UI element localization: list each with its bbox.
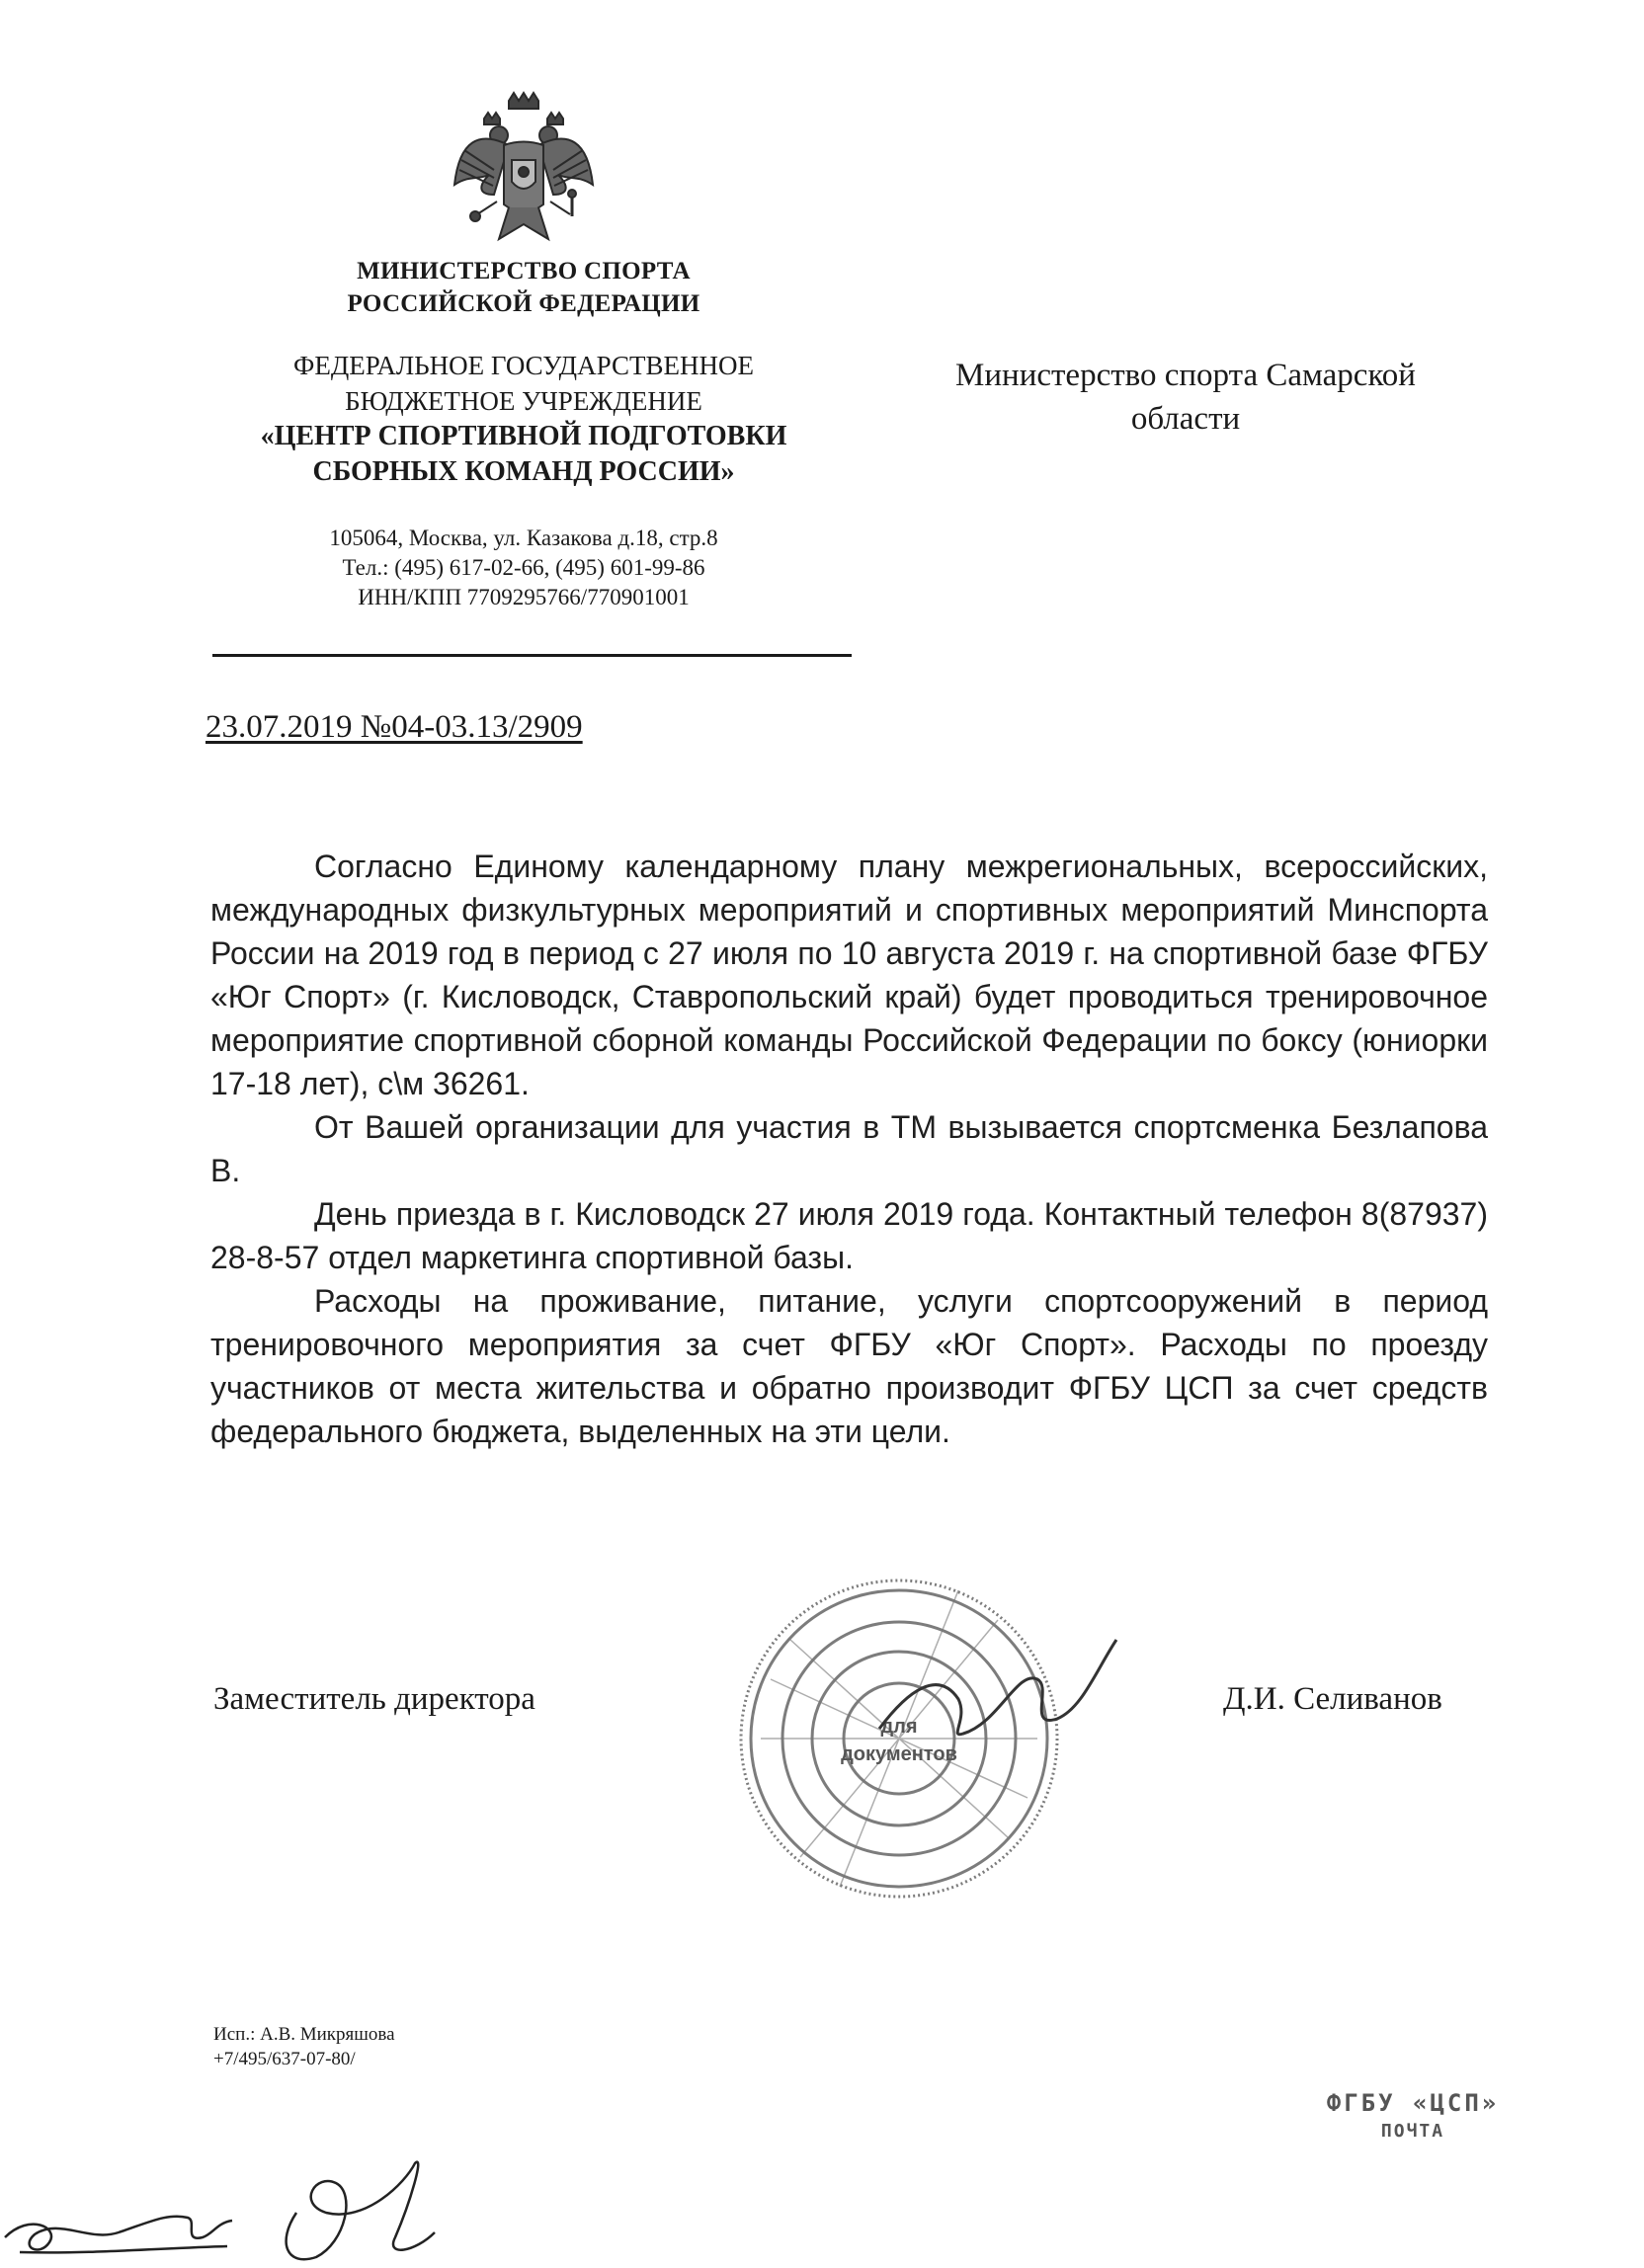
ministry-line-1: МИНИСТЕРСТВО СПОРТА xyxy=(357,258,691,284)
institution-line-2: БЮДЖЕТНОЕ УЧРЕЖДЕНИЕ xyxy=(345,386,702,416)
body-paragraph-1: Согласно Единому календарному плану межрегиональных, всероссийских, международных физкультурных мероприятий и спортивных мероприятий Минспорта России на 2019 год в период с 27 июля по 10 августа 2019 г. на спортивной базе ФГБУ «Юг Спорт» (г. Кисловодск, Ставропольский край) будет проводиться тренировочное мероприятие спортивной сборной команды Российской Федерации по боксу (юниорки 17-18 лет), с\м 36261. xyxy=(210,849,1488,1101)
ministry-name xyxy=(237,255,810,320)
institution-name xyxy=(198,348,850,490)
seal-center-line-2: документов xyxy=(841,1743,957,1765)
body-paragraph-4: Расходы на проживание, питание, услуги спортсооружений в период тренировочного мероприятия за счет ФГБУ «Юг Спорт». Расходы по проезду участников от места жительства и обратно производит ФГБУ ЦСП за счет средств федерального бюджета, выделенных на эти цели. xyxy=(210,1283,1488,1449)
handwritten-marks xyxy=(0,2144,494,2268)
executor-phone: +7/495/637-07-80/ xyxy=(213,2049,356,2069)
institution-line-3: «ЦЕНТР СПОРТИВНОЙ ПОДГОТОВКИ xyxy=(260,421,787,451)
sender-phone: Тел.: (495) 617-02-66, (495) 601-99-86 xyxy=(342,555,705,580)
handwritten-signature xyxy=(869,1630,1126,1778)
executor-info xyxy=(213,2022,395,2071)
body-paragraph-3: День приезда в г. Кисловодск 27 июля 2019 года. Контактный телефон 8(87937) 28-8-57 отдел маркетинга спортивной базы. xyxy=(210,1196,1488,1275)
sender-inn: ИНН/КПП 7709295766/770901001 xyxy=(358,585,690,609)
executor-name: Исп.: А.В. Микряшова xyxy=(213,2024,395,2045)
mail-stamp-line-2: ПОЧТА xyxy=(1380,2121,1445,2142)
seal-center-line-1: для xyxy=(880,1716,918,1738)
ministry-line-2: РОССИЙСКОЙ ФЕДЕРАЦИИ xyxy=(347,290,700,317)
letter-body xyxy=(210,845,1488,1453)
mail-stamp xyxy=(1284,2089,1541,2142)
sender-address: 105064, Москва, ул. Казакова д.18, стр.8 xyxy=(329,526,718,550)
header-divider xyxy=(212,654,852,657)
mail-stamp-line-1: ФГБУ «ЦСП» xyxy=(1326,2089,1500,2117)
document-number: 23.07.2019 №04-03.13/2909 xyxy=(206,709,583,745)
recipient-line-2: области xyxy=(1130,401,1241,437)
body-paragraph-2: От Вашей организации для участия в ТМ вызывается спортсменка Безлапова В. xyxy=(210,1109,1488,1188)
institution-line-4: СБОРНЫХ КОМАНД РОССИИ» xyxy=(312,456,735,487)
signatory-title: Заместитель директора xyxy=(213,1681,535,1717)
coat-of-arms-emblem xyxy=(450,91,598,254)
recipient-line-1: Министерство спорта Самарской xyxy=(955,358,1416,393)
sender-address-block xyxy=(247,524,800,612)
signatory-name: Д.И. Селиванов xyxy=(1223,1681,1442,1717)
institution-line-1: ФЕДЕРАЛЬНОЕ ГОСУДАРСТВЕННОЕ xyxy=(293,351,754,380)
recipient-block xyxy=(850,354,1521,441)
